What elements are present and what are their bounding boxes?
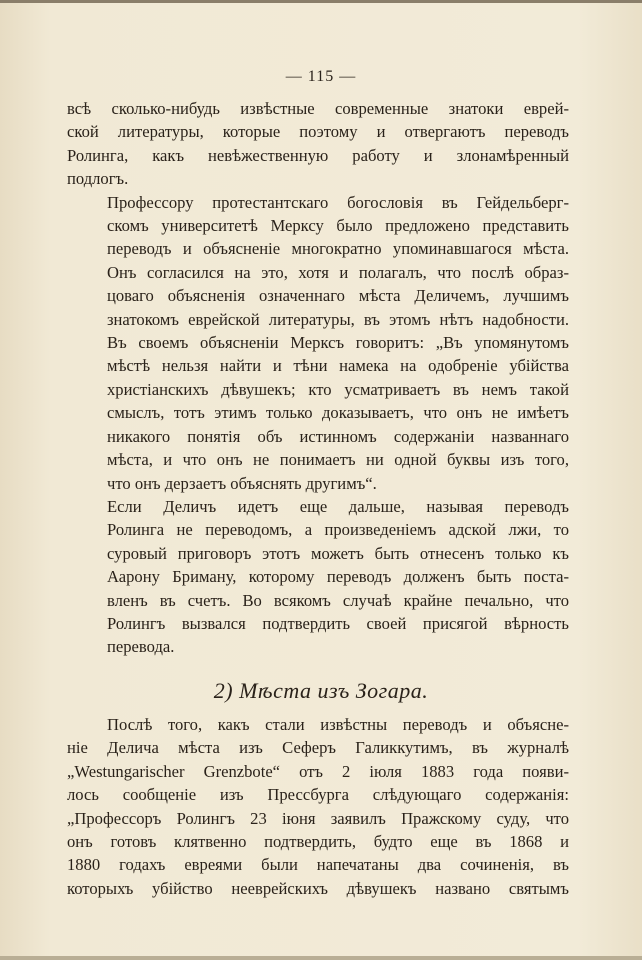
text-line: Въ своемъ объясненіи Мерксъ говоритъ: „Въ упомянутомъ: [107, 333, 569, 353]
text-line: Ролинга не переводомъ, а произведеніемъ адской лжи, то: [107, 520, 569, 540]
text-line: онъ готовъ клятвенно подтвердить, будто еще въ 1868 и: [67, 832, 569, 852]
text-line: перевода.: [107, 637, 175, 657]
section-heading: 2) Мѣста изъ Зогара.: [213, 678, 429, 703]
text-line: которыхъ убійство нееврейскихъ дѣвушекъ названо святымъ: [67, 878, 569, 898]
text-line: Ролинга, какъ невѣжественную работу и злонамѣренный: [67, 145, 569, 165]
text-line: ніе Делича мѣста изъ Сеферъ Галиккутимъ, въ журналѣ: [67, 738, 569, 758]
text-line: что онъ дерзаетъ объяснять другимъ“.: [107, 473, 377, 493]
main-text-block: [67, 97, 569, 659]
text-line: знатокомъ еврейской литературы, въ этомъ нѣтъ надобности.: [107, 309, 569, 329]
text-line: всѣ сколько-нибудь извѣстные современные знатоки еврей-: [67, 99, 569, 118]
text-line: мѣста, и что онъ не понимаетъ ни одной буквы изъ того,: [107, 450, 569, 470]
text-line: смыслъ, тотъ этимъ только доказываетъ, что онъ не имѣетъ: [107, 403, 569, 423]
page-bottom-edge: [0, 956, 642, 960]
paragraph-4: [67, 713, 569, 900]
text-line: Ролингъ вызвался подтвердить своей присягой вѣрность: [107, 613, 569, 633]
text-line: 1880 годахъ евреями были напечатаны два сочиненія, въ: [67, 855, 569, 875]
text-line: подлогъ.: [67, 169, 129, 189]
text-line: мѣстѣ нельзя найти и тѣни намека на одобреніе убійства: [107, 356, 569, 376]
text-line: Онъ согласился на это, хотя и полагалъ, что послѣ образ-: [107, 262, 569, 282]
page-number: — 115 —: [285, 68, 357, 85]
text-line: Если Деличъ идетъ еще дальше, называя переводъ: [107, 496, 569, 516]
paragraph-2: [67, 191, 569, 495]
text-line: христіанскихъ дѣвушекъ; кто усматриваетъ въ немъ такой: [107, 379, 569, 399]
text-line: Профессору протестантскаго богословія въ Гейдельберг-: [107, 192, 569, 212]
text-line: Послѣ того, какъ стали извѣстны переводъ и объясне-: [107, 715, 569, 734]
text-line: переводъ и объясненіе многократно упоминавшагося мѣста.: [107, 239, 569, 259]
text-line: лось сообщеніе изъ Прессбурга слѣдующаго содержанія:: [67, 785, 569, 805]
text-line: суровый приговоръ этотъ можетъ быть отнесенъ только къ: [107, 543, 569, 563]
section-text-block: [67, 713, 569, 900]
text-line: „Профессоръ Ролингъ 23 іюня заявилъ Пражскому суду, что: [67, 808, 569, 828]
paragraph-3: [67, 495, 569, 659]
text-line: вленъ въ счетъ. Во всякомъ случаѣ крайне печально, что: [107, 590, 569, 610]
page-top-edge: [0, 0, 642, 3]
paragraph-1: [67, 97, 569, 191]
text-line: никакого понятія объ истинномъ содержаніи названнаго: [107, 426, 569, 446]
text-line: Аарону Бриману, которому переводъ долженъ быть поста-: [107, 567, 569, 587]
text-line: цоваго объясненія означеннаго мѣста Деличемъ, лучшимъ: [107, 286, 569, 306]
text-line: „Westungarischer Grenzbote“ отъ 2 іюля 1883 года появи-: [67, 761, 569, 781]
text-line: скомъ университетѣ Мерксу было предложено представить: [107, 216, 569, 236]
text-line: ской литературы, которые поэтому и отвергаютъ переводъ: [67, 122, 569, 142]
